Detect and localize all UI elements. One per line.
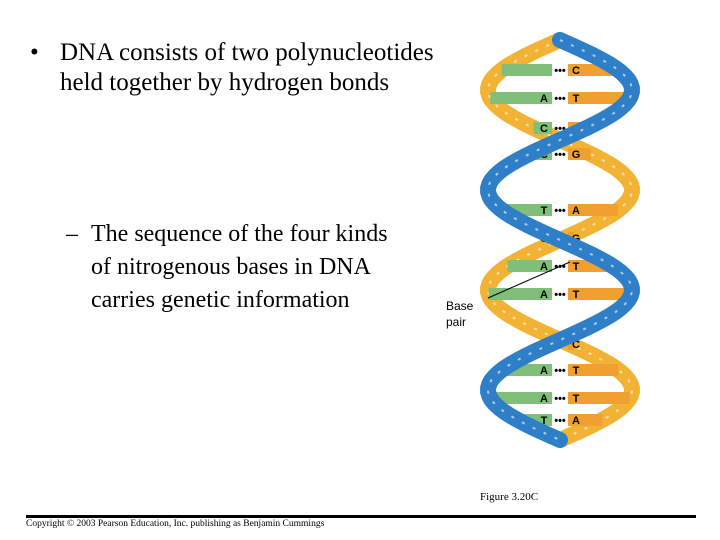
hydrogen-bond-dots: ••• (554, 339, 566, 351)
nucleotide-left-label: T (540, 205, 548, 217)
nucleotide-left-label: C (540, 233, 548, 245)
base-left (502, 64, 552, 76)
hydrogen-bond-dots: ••• (554, 365, 566, 377)
hydrogen-bond-dots: ••• (554, 93, 566, 105)
main-bullet-text: DNA consists of two polynucleotides held together by hydrogen bonds (60, 39, 434, 96)
bullet-marker: • (30, 39, 39, 66)
hydrogen-bond-dots: ••• (554, 233, 566, 245)
nucleotide-right-label: T (572, 261, 580, 273)
nucleotide-right-label: G (571, 149, 581, 161)
nucleotide-right-label: C (572, 339, 580, 351)
nucleotide-left-label: T (540, 415, 548, 427)
hydrogen-bond-dots: ••• (554, 393, 566, 405)
hydrogen-bond-dots: ••• (554, 65, 566, 77)
nucleotide-left-label: A (540, 365, 548, 377)
nucleotide-left-label: C (540, 123, 548, 135)
nucleotide-right-label: T (572, 393, 580, 405)
nucleotide-right-label: A (572, 415, 580, 427)
nucleotide-left-label: A (540, 289, 548, 301)
nucleotide-right-label: T (572, 93, 580, 105)
nucleotide-left-label: G (539, 339, 549, 351)
hydrogen-bond-dots: ••• (554, 415, 566, 427)
nucleotide-left-label: A (540, 93, 548, 105)
nucleotide-right-label: T (572, 365, 580, 377)
nucleotide-right-label: G (571, 123, 581, 135)
figure-caption: Figure 3.20C (480, 491, 539, 503)
nucleotide-right-label: C (572, 65, 580, 77)
dna-helix (488, 40, 632, 440)
callout-label-line1: Base (446, 299, 474, 313)
nucleotide-right-label: G (571, 233, 581, 245)
hydrogen-bond-dots: ••• (554, 289, 566, 301)
sub-bullet-marker: – (66, 221, 78, 247)
hydrogen-bond-dots: ••• (554, 205, 566, 217)
nucleotide-left-label: C (540, 149, 548, 161)
hydrogen-bond-dots: ••• (554, 149, 566, 161)
footer-divider (26, 515, 696, 518)
nucleotide-left-label: A (540, 393, 548, 405)
callout-label-line2: pair (446, 315, 467, 329)
hydrogen-bond-dots: ••• (554, 261, 566, 273)
hydrogen-bond-dots: ••• (554, 123, 566, 135)
sub-bullet-text: The sequence of the four kinds of nitrogenous bases in DNA carries genetic information (91, 221, 388, 313)
nucleotide-right-label: T (572, 289, 580, 301)
copyright-text: Copyright © 2003 Pearson Education, Inc. publishing as Benjamin Cummings (26, 519, 325, 529)
nucleotide-right-label: A (572, 205, 580, 217)
nucleotide-left-label: A (540, 261, 548, 273)
dna-helix-figure (420, 30, 720, 490)
